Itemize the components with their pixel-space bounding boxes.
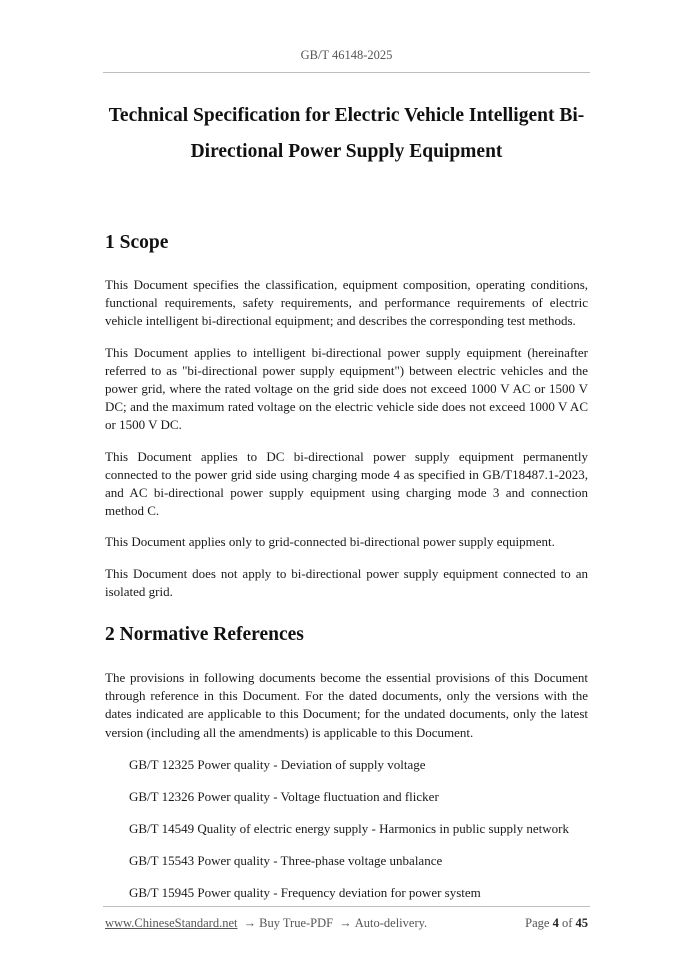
document-title: [103, 98, 590, 170]
scope-paragraph-1: This Document specifies the classification, equipment composition, operating conditions, functional requirements, safety requirements, and performance requirements of electric vehicle intelligent bi-directional equipment; and describes the corresponding test methods.: [105, 277, 588, 329]
chinesestandard-link[interactable]: www.ChineseStandard.net: [105, 916, 238, 930]
running-header: GB/T 46148-2025: [300, 48, 393, 62]
section-scope: [105, 230, 588, 601]
page-current: 4: [552, 916, 559, 930]
footer-step-delivery: Auto-delivery.: [354, 916, 428, 930]
header-divider: [103, 72, 590, 73]
document-title-line-1: Technical Specification for Electric Vehicle Intelligent Bi-: [108, 105, 585, 126]
scope-paragraph-2: This Document applies to intelligent bi-directional power supply equipment (hereinafter referred to as "bi-directional power supply equipment") between electric vehicles and the power grid, where the rated voltage on the grid side does not exceed 1000 V AC or 1500 V DC; and the maximum rated voltage on the electric vehicle side does not exceed 1000 V AC or 1500 V DC.: [105, 344, 588, 433]
scope-paragraph-4: This Document applies only to grid-connected bi-directional power supply equipment.: [105, 534, 555, 550]
section-normative-references: [105, 622, 588, 902]
section-heading-scope: 1 Scope: [105, 232, 169, 253]
page-total: 45: [575, 916, 588, 930]
scope-paragraph-3: This Document applies to DC bi-directional power supply equipment permanently connected to the power grid side using charging mode 4 as specified in GB/T18487.1-2023, and AC bi-directional power supply equipment using charging mode 3 and connection method C.: [105, 448, 588, 519]
page-footer: [105, 916, 588, 931]
footer-promo: [105, 916, 427, 931]
footer-step-buy: Buy True-PDF: [259, 916, 334, 930]
page-label: Page: [525, 916, 550, 930]
arrow-right-icon: →: [243, 916, 257, 930]
section-heading-normative-references: 2 Normative References: [105, 624, 304, 646]
normative-references-intro: The provisions in following documents become the essential provisions of this Document through reference in this Document. For the dated documents, only the versions with the dates indicated are applicable to this Document; for the undated documents, only the latest version (including all the amendments) is applicable to this Document.: [105, 670, 588, 740]
document-title-line-2: Directional Power Supply Equipment: [190, 141, 503, 162]
page-number: [525, 916, 588, 931]
arrow-right-icon: →: [339, 916, 352, 930]
scope-paragraph-5: This Document does not apply to bi-directional power supply equipment connected to an isolated grid.: [105, 565, 588, 599]
reference-item: GB/T 14549 Quality of electric energy supply - Harmonics in public supply network: [129, 820, 569, 836]
reference-item: GB/T 12325 Power quality - Deviation of supply voltage: [129, 756, 426, 772]
reference-item: GB/T 15543 Power quality - Three-phase voltage unbalance: [129, 852, 443, 868]
document-body: [105, 230, 588, 902]
reference-item: GB/T 12326 Power quality - Voltage fluctuation and flicker: [129, 788, 439, 804]
page-of: of: [561, 916, 573, 930]
footer-divider: [103, 906, 590, 907]
reference-list: [105, 756, 588, 902]
reference-item: GB/T 15945 Power quality - Frequency deviation for power system: [129, 884, 481, 900]
